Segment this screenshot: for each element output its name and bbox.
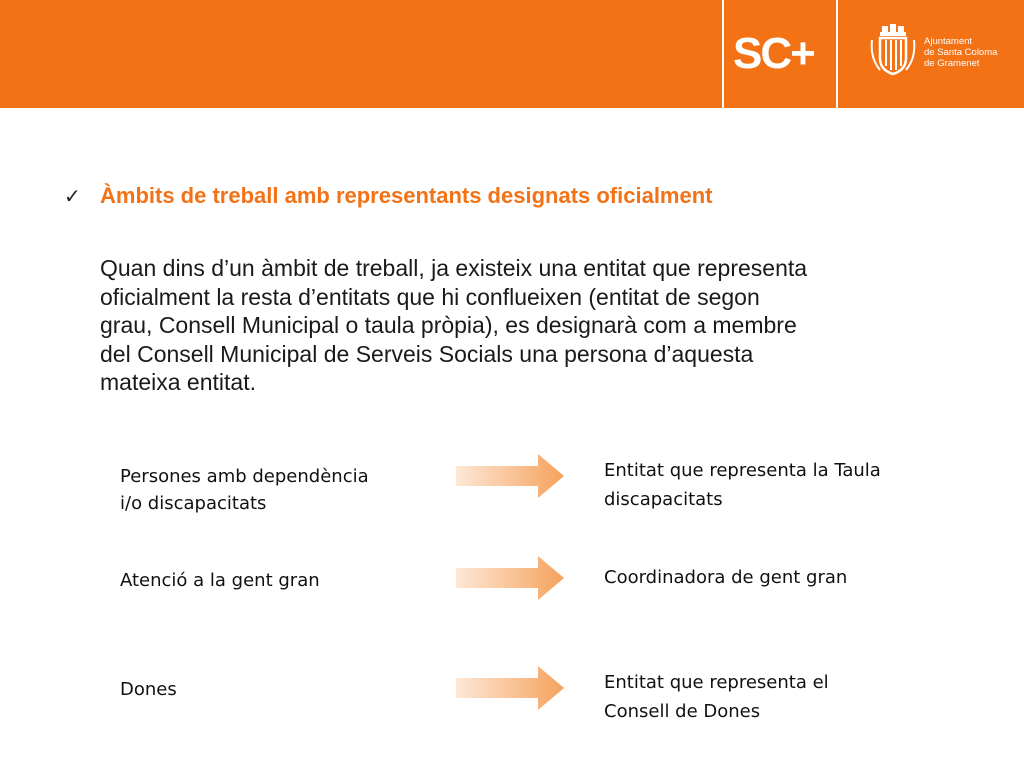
work-area-label [120, 676, 177, 703]
representative-line: Consell de Dones [604, 701, 761, 722]
paragraph-line: oficialment la resta d’entitats que hi conflueixen (entitat de segon [100, 283, 760, 310]
header-divider [722, 0, 724, 108]
representative-entity [604, 456, 881, 514]
work-area-line: Persones amb dependència [120, 466, 369, 487]
representative-line: discapacitats [604, 489, 723, 510]
work-area-line: Atenció a la gent gran [120, 570, 320, 591]
work-area-line: i/o discapacitats [120, 493, 267, 514]
paragraph-line: mateixa entitat. [100, 369, 256, 395]
representative-line: Entitat que representa el [604, 672, 829, 693]
representative-entity [604, 668, 829, 726]
paragraph-line: del Consell Municipal de Serveis Socials una persona d’aquesta [100, 340, 754, 367]
body-paragraph [100, 254, 1000, 397]
council-name [924, 36, 997, 69]
paragraph-line: Quan dins d’un àmbit de treball, ja existeix una entitat que representa [100, 255, 808, 281]
representative-entity [604, 563, 847, 592]
brand-logo: SC+ [733, 29, 814, 78]
council-line: de Gramenet [924, 58, 980, 69]
work-area-label [120, 463, 369, 517]
city-crest-icon [868, 24, 918, 80]
checkmark-icon: ✓ [64, 184, 81, 208]
header-divider [836, 0, 838, 108]
section-heading: Àmbits de treball amb representants designats oficialment [100, 183, 713, 208]
arrow-right-icon [456, 454, 564, 498]
representative-line: Coordinadora de gent gran [604, 567, 848, 588]
council-line: de Santa Coloma [924, 47, 998, 58]
arrow-right-icon [456, 556, 564, 600]
arrow-right-icon [456, 666, 564, 710]
work-area-label [120, 567, 320, 594]
work-area-line: Dones [120, 679, 177, 700]
representative-line: Entitat que representa la Taula [604, 460, 881, 481]
council-line: Ajuntament [924, 36, 973, 47]
paragraph-line: grau, Consell Municipal o taula pròpia), es designarà com a membre [100, 312, 797, 338]
